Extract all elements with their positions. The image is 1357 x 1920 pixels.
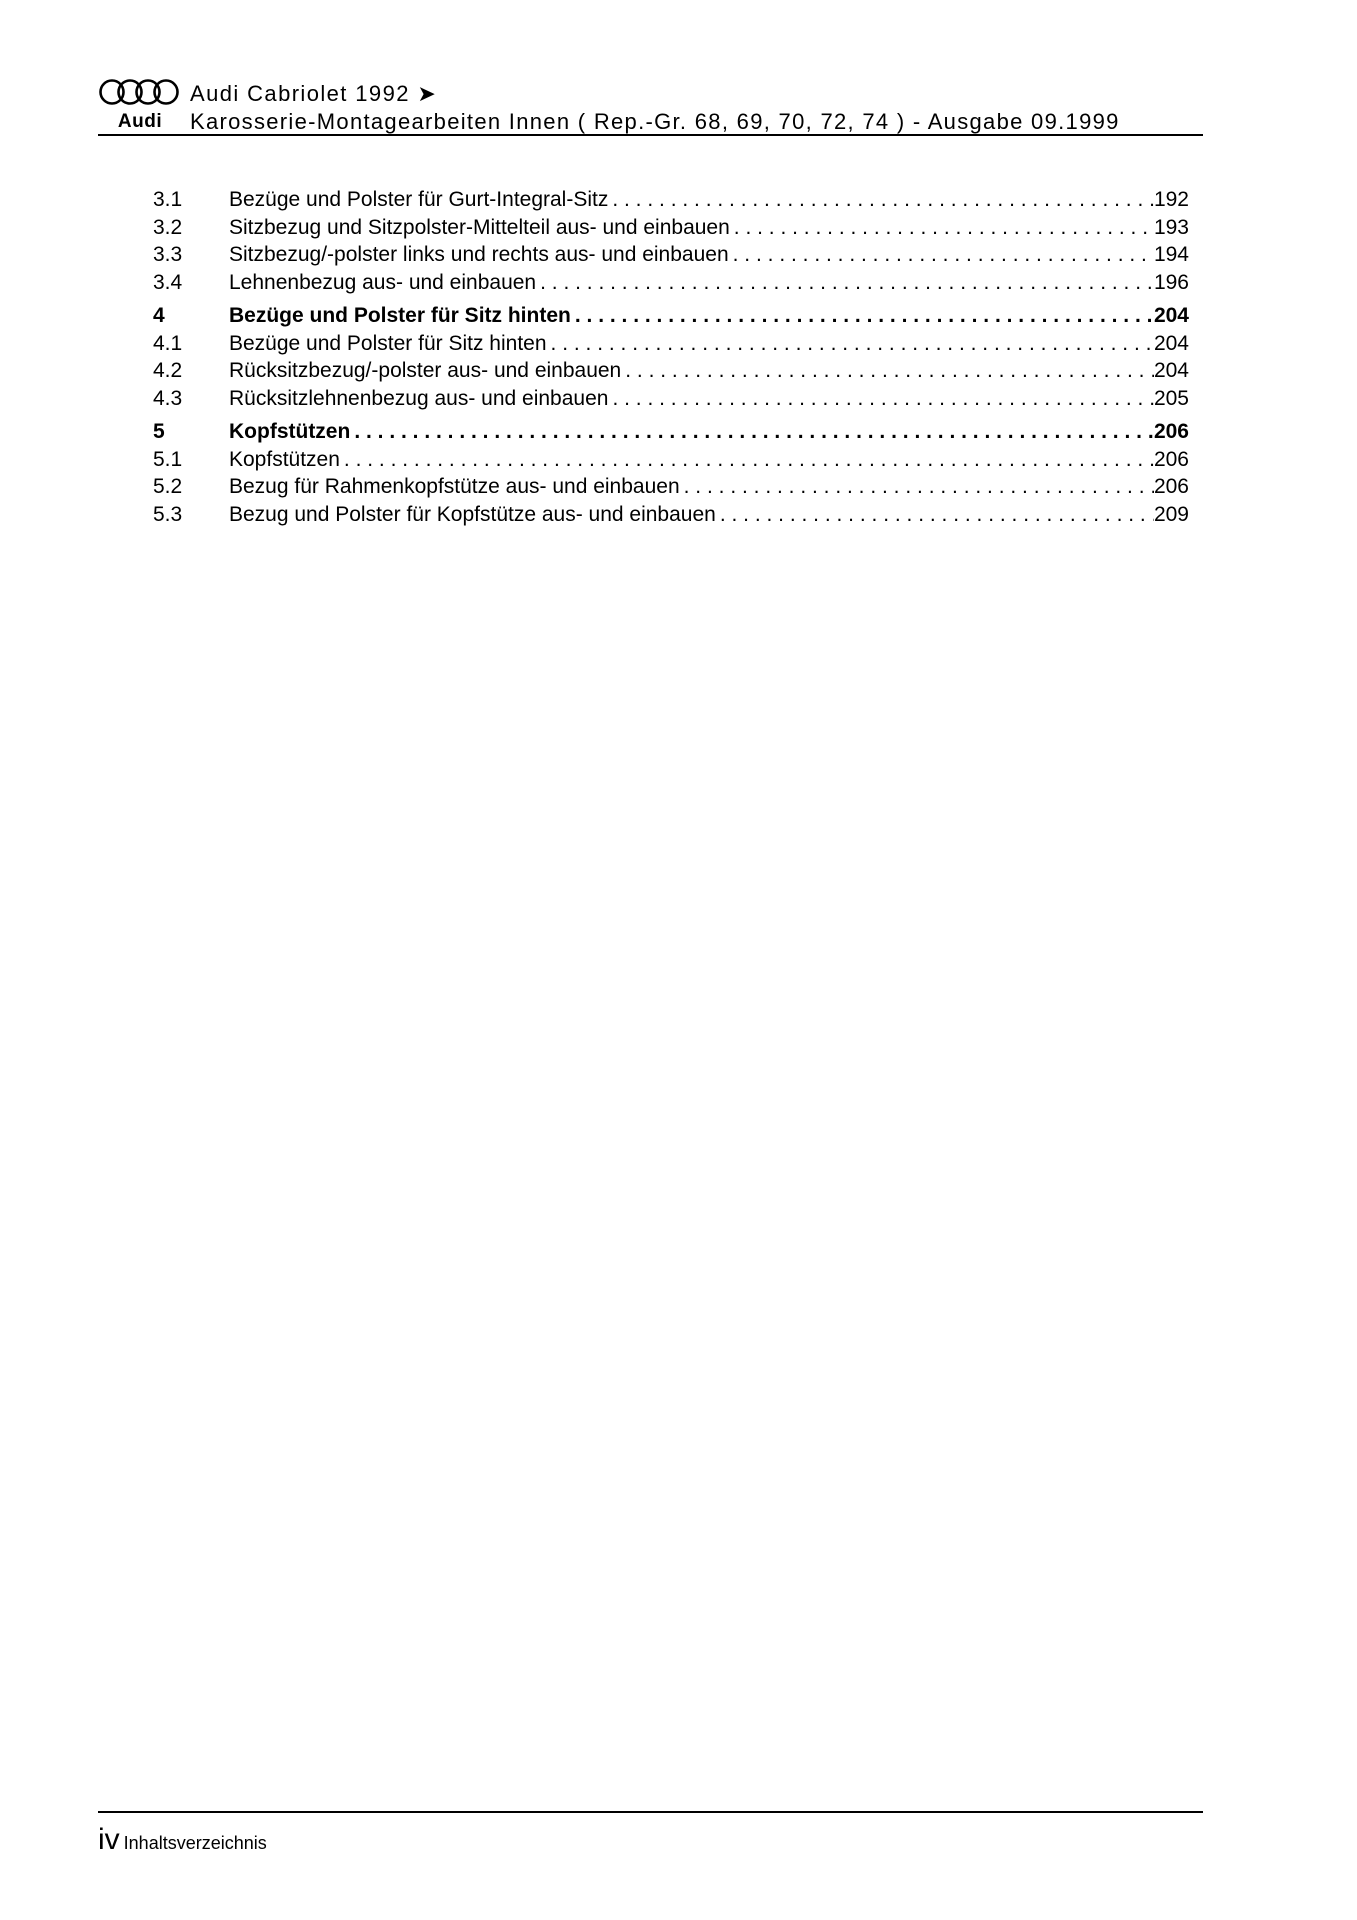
toc-entry-number: 5 — [153, 420, 165, 443]
page-header — [98, 78, 1203, 138]
toc-dot-leader — [734, 214, 1154, 242]
toc-entry-number: 4.1 — [153, 331, 183, 355]
toc-entry[interactable] — [153, 473, 1189, 501]
toc-entry[interactable] — [153, 418, 1189, 446]
toc-entry-number: 5.1 — [153, 447, 183, 471]
toc-entry-title: Sitzbezug und Sitzpolster-Mittelteil aus- und einbauen — [229, 215, 730, 239]
toc-dot-leader — [684, 473, 1154, 501]
toc-entry-page: 204 — [1154, 302, 1189, 330]
toc-dot-leader — [575, 302, 1154, 330]
toc-entry-page: 209 — [1154, 501, 1189, 529]
toc-entry-number: 5.2 — [153, 475, 183, 498]
toc-entry-number: 3.3 — [153, 243, 183, 266]
toc-dot-leader — [612, 385, 1154, 413]
toc-entry[interactable] — [153, 446, 1189, 474]
toc-entry-page: 192 — [1154, 186, 1189, 214]
toc-entry-number: 4.3 — [153, 386, 183, 410]
toc-entry-title: Bezüge und Polster für Sitz hinten — [229, 331, 547, 355]
toc-dot-leader — [720, 501, 1154, 529]
toc-dot-leader — [551, 330, 1154, 358]
toc-entry-title: Bezüge und Polster für Sitz hinten — [229, 304, 571, 327]
footer-page-number: iv — [98, 1823, 120, 1856]
table-of-contents — [153, 186, 1189, 528]
toc-entry-title: Rücksitzbezug/-polster aus- und einbauen — [229, 359, 622, 382]
toc-entry-page: 206 — [1154, 446, 1189, 474]
toc-entry[interactable] — [153, 302, 1189, 330]
toc-entry-page: 205 — [1154, 385, 1189, 413]
toc-entry-title: Bezüge und Polster für Gurt-Integral-Sitz — [229, 188, 609, 211]
toc-dot-leader — [733, 241, 1154, 269]
audi-logo — [98, 78, 182, 136]
toc-entry-title: Rücksitzlehnenbezug aus- und einbauen — [229, 386, 609, 410]
toc-dot-leader — [344, 446, 1154, 474]
logo-text: Audi — [117, 111, 163, 132]
toc-entry-page: 194 — [1154, 241, 1189, 269]
toc-entry-page: 206 — [1154, 418, 1189, 446]
toc-entry[interactable] — [153, 501, 1189, 529]
footer-divider — [98, 1811, 1203, 1813]
toc-entry[interactable] — [153, 330, 1189, 358]
document-title: Audi Cabriolet 1992 ➤ — [190, 81, 438, 106]
toc-entry-title: Lehnenbezug aus- und einbauen — [229, 270, 537, 294]
toc-entry-number: 3.4 — [153, 270, 183, 294]
toc-entry-title: Sitzbezug/-polster links und rechts aus- und einbauen — [229, 243, 729, 266]
toc-dot-leader — [625, 357, 1154, 385]
toc-entry-number: 4.2 — [153, 359, 183, 382]
toc-entry[interactable] — [153, 241, 1189, 269]
page-footer — [98, 1823, 267, 1857]
toc-entry-number: 5.3 — [153, 502, 183, 526]
toc-entry-title: Bezug und Polster für Kopfstütze aus- und einbauen — [229, 502, 716, 526]
toc-entry[interactable] — [153, 214, 1189, 242]
toc-entry-number: 4 — [153, 304, 165, 327]
toc-dot-leader — [354, 418, 1154, 446]
toc-entry-page: 204 — [1154, 330, 1189, 358]
toc-entry-number: 3.1 — [153, 188, 183, 211]
toc-entry[interactable] — [153, 269, 1189, 297]
footer-section: Inhaltsverzeichnis — [123, 1833, 267, 1853]
toc-entry-title: Bezug für Rahmenkopfstütze aus- und einbauen — [229, 475, 680, 498]
toc-entry-page: 206 — [1154, 473, 1189, 501]
toc-dot-leader — [612, 186, 1154, 214]
toc-entry[interactable] — [153, 357, 1189, 385]
toc-entry[interactable] — [153, 385, 1189, 413]
toc-entry-page: 204 — [1154, 357, 1189, 385]
toc-dot-leader — [540, 269, 1154, 297]
toc-entry-number: 3.2 — [153, 215, 183, 239]
toc-entry-title: Kopfstützen — [229, 420, 351, 443]
toc-entry[interactable] — [153, 186, 1189, 214]
document-subtitle: Karosserie-Montagearbeiten Innen ( Rep.-Gr. 68, 69, 70, 72, 74 ) - Ausgabe 09.1999 — [190, 109, 1120, 134]
toc-entry-title: Kopfstützen — [229, 447, 340, 471]
toc-entry-page: 193 — [1154, 214, 1189, 242]
toc-entry-page: 196 — [1154, 269, 1189, 297]
header-divider — [98, 134, 1203, 136]
